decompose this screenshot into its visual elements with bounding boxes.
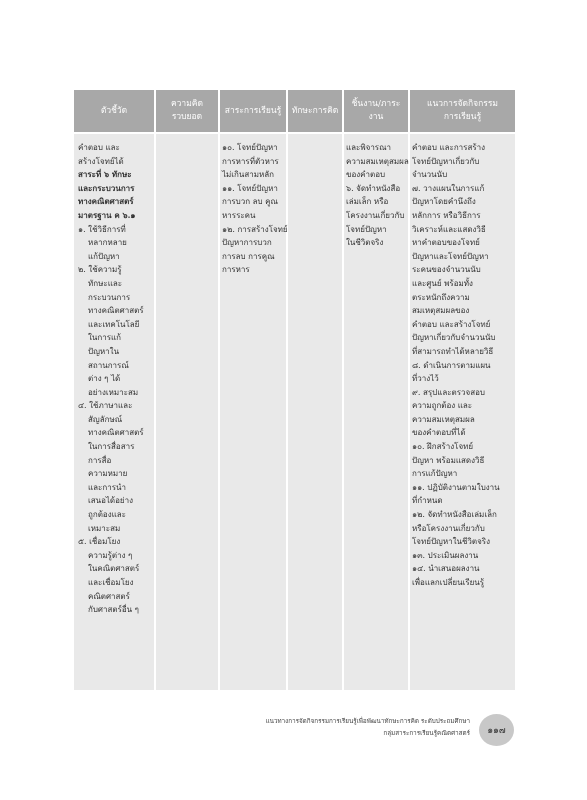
cell-line: ปัญหาใน — [88, 346, 120, 356]
cell-line: ระคนของจำนวนนับ — [412, 265, 481, 275]
cell-line: และเทคโนโลยี — [88, 319, 140, 329]
cell-line: ความสมเหตุสมผล — [346, 156, 409, 166]
cell-workload — [346, 141, 408, 250]
cell-line: ความสมเหตุสมผล — [412, 414, 475, 424]
cell-line: สร้างโจทย์ได้ — [78, 156, 124, 166]
cell-line: จำนวนนับ — [412, 170, 448, 180]
cell-line: ที่กำหนด — [412, 496, 443, 506]
cell-indicators — [78, 141, 154, 617]
cell-line: การบวก ลบ คูณ — [222, 197, 278, 207]
cell-line: ในการแก้ — [88, 333, 122, 343]
cell-line: มาตรฐาน ค ๖.๑ — [78, 209, 136, 220]
cell-line: กับศาสตร์อื่น ๆ — [88, 605, 139, 615]
cell-content — [222, 141, 286, 277]
page-number-badge — [479, 714, 514, 746]
cell-line: ในการสื่อสาร — [88, 442, 135, 452]
cell-line: โจทย์ปัญหาในชีวิตจริง — [412, 537, 490, 547]
cell-line: ตระหนักถึงความ — [412, 292, 470, 302]
cell-line: หารระคน — [222, 210, 256, 220]
cell-line: หรือโครงงานเกี่ยวกับ — [412, 523, 485, 533]
cell-line: ของคำตอบที่ได้ — [412, 428, 466, 438]
cell-line: สัญลักษณ์ — [88, 414, 123, 424]
cell-line: การแก้ปัญหา — [412, 469, 458, 479]
cell-line: โครงงานเกี่ยวกับ — [346, 210, 405, 220]
header-concept — [156, 90, 218, 132]
header-label: ทักษะการคิด — [291, 105, 339, 116]
cell-line: ๖. จัดทำหนังสือ — [346, 183, 401, 193]
cell-line: ปัญหาโดยคำนึงถึง — [412, 197, 476, 207]
cell-line: ต่าง ๆ ได้ — [88, 374, 121, 384]
cell-line: ปัญหา พร้อมแสดงวิธี — [412, 455, 485, 465]
cell-line: โจทย์ปัญหาเกี่ยวกับ — [412, 156, 480, 166]
cell-line: และเชื่อมโยง — [88, 578, 134, 587]
header-label: ความคิดรวบยอด — [170, 99, 204, 122]
cell-line: และศูนย์ พร้อมทั้ง — [412, 278, 473, 288]
cell-line: โจทย์ปัญหา — [346, 224, 387, 234]
cell-line: ๙. สรุปและตรวจสอบ — [412, 387, 485, 397]
cell-line: ไม่เกินสามหลัก — [222, 170, 275, 180]
cell-line: ๑๓. ประเมินผลงาน — [412, 550, 479, 560]
header-label: ตัวชี้วัด — [100, 105, 128, 116]
cell-line: ๑๔. นำเสนอผลงาน — [412, 564, 480, 574]
cell-line: ที่วางไว้ — [412, 374, 439, 384]
cell-line: ทางคณิตศาสตร์ — [88, 306, 144, 316]
cell-line: การสื่อ — [88, 455, 112, 465]
cell-line: ทางคณิตศาสตร์ — [88, 428, 144, 438]
cell-line: เสนอได้อย่าง — [88, 496, 133, 506]
cell-line: ทักษะและ — [88, 278, 123, 288]
cell-line: การลบ การคูณ — [222, 251, 275, 261]
cell-line: การหารที่ตัวหาร — [222, 156, 279, 166]
cell-line: อย่างเหมาะสม — [88, 387, 139, 397]
cell-line: ในคณิตศาสตร์ — [88, 564, 140, 574]
header-workload — [344, 90, 408, 132]
cell-line: ปัญหาเกี่ยวกับจำนวนนับ — [412, 333, 496, 343]
cell-line: ๑๑. ปฏิบัติงานตามใบงาน — [412, 482, 500, 492]
cell-line: ทางคณิตศาสตร์ — [78, 196, 134, 207]
header-label: ชิ้นงาน/ภาระงาน — [351, 99, 401, 122]
cell-line: ๗. วางแผนในการแก้ — [412, 183, 485, 193]
header-label: แนวการจัดกิจกรรมการเรียนรู้ — [426, 99, 499, 122]
cell-line: ความถูกต้อง และ — [412, 401, 473, 411]
cell-line: ๑๒. การสร้างโจทย์ — [222, 224, 288, 234]
cell-line: สมเหตุสมผลของ — [412, 306, 470, 316]
cell-line: กระบวนการ — [88, 292, 131, 302]
cell-line: คำตอบ และสร้างโจทย์ — [412, 319, 491, 329]
cell-line: ๕. เชื่อมโยง — [78, 537, 121, 547]
cell-line: สาระที่ ๖ ทักษะ — [78, 169, 132, 180]
cell-line: ของคำตอบ — [346, 170, 386, 180]
cell-line: ถูกต้องและ — [88, 510, 126, 520]
cell-line: คำตอบ และ — [78, 143, 120, 152]
cell-line: ๑. ใช้วิธีการที่ — [78, 224, 126, 234]
cell-line: ๑๐. โจทย์ปัญหา — [222, 143, 278, 152]
footer-title: แนวทางการจัดกิจกรรมการเรียนรู้เพื่อพัฒนาทักษะการคิด ระดับประถมศึกษา — [265, 718, 470, 725]
cell-line: หลากหลาย — [88, 238, 127, 248]
cell-line: และการนำ — [88, 482, 126, 492]
cell-line: เหมาะสม — [88, 523, 121, 533]
header-indicators — [74, 90, 154, 132]
lesson-plan-table — [74, 90, 515, 690]
cell-line: เพื่อแลกเปลี่ยนเรียนรู้ — [412, 578, 485, 587]
cell-line: การหาร — [222, 265, 250, 275]
cell-line: ๑๒. จัดทำหนังสือเล่มเล็ก — [412, 510, 497, 520]
cell-line: คำตอบ และการสร้าง — [412, 143, 486, 152]
footer-subtitle: กลุ่มสาระการเรียนรู้คณิตศาสตร์ — [383, 730, 470, 737]
body-column-bg — [156, 134, 218, 690]
cell-line: ที่สามารถทำได้หลายวิธี — [412, 346, 494, 356]
header-content — [220, 90, 286, 132]
cell-line: ๔. ใช้ภาษาและ — [78, 401, 133, 411]
cell-activities — [412, 141, 515, 590]
cell-line: ๘. ดำเนินการตามแผน — [412, 360, 491, 370]
cell-line: ๒. ใช้ความรู้ — [78, 265, 122, 275]
header-activities — [410, 90, 515, 132]
cell-line: สถานการณ์ — [88, 360, 129, 370]
cell-line: หลักการ หรือวิธีการ — [412, 210, 481, 220]
page-footer — [190, 716, 470, 740]
page-number: ๑๑๗ — [487, 726, 506, 736]
cell-line: และพิจารณา — [346, 143, 392, 152]
body-column-bg — [288, 134, 342, 690]
cell-line: แก้ปัญหา — [88, 251, 120, 261]
cell-line: ปัญหาและโจทย์ปัญหา — [412, 251, 489, 261]
header-label: สาระการเรียนรู้ — [224, 105, 282, 116]
cell-line: ความหมาย — [88, 469, 128, 479]
cell-line: ๑๑. โจทย์ปัญหา — [222, 183, 278, 193]
cell-line: ๑๐. ฝึกสร้างโจทย์ — [412, 442, 474, 452]
cell-line: ในชีวิตจริง — [346, 238, 384, 248]
header-thinking-skills — [288, 90, 342, 132]
cell-line: คณิตศาสตร์ — [88, 591, 130, 601]
cell-line: เล่มเล็ก หรือ — [346, 197, 389, 207]
cell-line: ปัญหาการบวก — [222, 238, 272, 248]
cell-line: วิเคราะห์และแสดงวิธี — [412, 224, 486, 234]
cell-line: ความรู้ต่าง ๆ — [88, 550, 133, 560]
cell-line: และกระบวนการ — [78, 182, 135, 193]
cell-line: หาคำตอบของโจทย์ — [412, 238, 480, 248]
